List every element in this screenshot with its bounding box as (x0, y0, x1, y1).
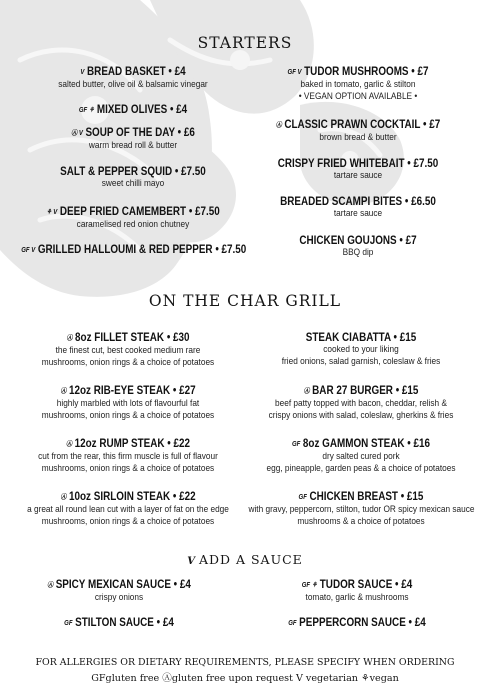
dietary-tag: GF V (21, 247, 36, 254)
dietary-tag: Ⓐ (60, 388, 67, 395)
menu-item-description: mushrooms & a choice of potatoes (297, 515, 425, 526)
menu-item (3, 438, 253, 474)
menu-item-name (24, 617, 213, 630)
menu-item-name (251, 235, 466, 247)
menu-item-name (21, 66, 245, 79)
menu-item (233, 158, 483, 182)
menu-item-title: TUDOR MUSHROOMS • £7 (304, 66, 429, 78)
dietary-tag: Ⓐ (47, 582, 54, 589)
menu-item-title: CLASSIC PRAWN COCKTAIL • £7 (284, 119, 441, 131)
menu-item-title: TUDOR SAUCE • £4 (319, 579, 413, 591)
dietary-tag: GF (291, 441, 301, 448)
menu-item (3, 104, 263, 117)
menu-item-title: BAR 27 BURGER • £15 (312, 385, 419, 397)
menu-item-title: STEAK CIABATTA • £15 (305, 332, 417, 344)
menu-item-name (21, 206, 245, 219)
menu-item (9, 579, 229, 604)
menu-item (9, 617, 229, 630)
menu-item (247, 579, 467, 604)
menu-item-title: SPICY MEXICAN SAUCE • £4 (55, 579, 191, 591)
dietary-tag: V (80, 69, 85, 76)
dietary-tag: GF (64, 620, 73, 627)
dietary-tag: Ⓐ V (71, 130, 83, 137)
allergy-notice: FOR ALLERGIES OR DIETARY REQUIREMENTS, PLEASE SPECIFY WHEN ORDERING (35, 657, 455, 668)
menu-item-title: CRISPY FRIED WHITEBAIT • £7.50 (277, 158, 439, 170)
menu-item-description: salted butter, olive oil & balsamic vinegar (58, 79, 208, 89)
menu-item-name (24, 579, 213, 592)
menu-item-name (262, 579, 451, 592)
menu-item-name (251, 119, 466, 132)
menu-item-name (251, 196, 466, 208)
dietary-tag: Ⓐ (275, 122, 282, 129)
menu-item-name (251, 66, 466, 79)
menu-item-description: egg, pineapple, garden peas & a choice of potatoes (266, 462, 456, 473)
menu-item (3, 127, 263, 152)
menu-item-description: with gravy, peppercorn, stilton, tudor OR spicy mexican sauce (248, 504, 475, 514)
dietary-tag: Ⓐ (60, 494, 67, 501)
menu-item (236, 438, 486, 474)
menu-item (233, 66, 483, 102)
menu-item (233, 196, 483, 220)
dietary-tag: GF ⚘ (301, 582, 318, 589)
menu-item-description: beef patty topped with bacon, cheddar, relish & (275, 398, 447, 408)
dietary-tag: GF (298, 494, 307, 501)
menu-item (236, 491, 486, 527)
menu-item-description: a great all round lean cut with a layer of fat on the edge (27, 504, 229, 514)
menu-item-description: mushrooms, onion rings & a choice of potatoes (41, 409, 215, 420)
menu-item-name (21, 244, 245, 257)
menu-item-description: mushrooms, onion rings & a choice of potatoes (41, 462, 215, 473)
menu-item (233, 119, 483, 144)
menu-item-title: STILTON SAUCE • £4 (75, 617, 174, 629)
menu-item-description: mushrooms, onion rings & a choice of potatoes (41, 515, 215, 526)
vegetarian-tag: V (187, 556, 196, 567)
menu-item-name (254, 385, 469, 398)
menu-item-description: warm bread roll & butter (88, 140, 178, 150)
menu-item-title: CHICKEN BREAST • £15 (309, 491, 424, 503)
menu-item-title: 12oz RUMP STEAK • £22 (74, 438, 191, 450)
menu-item-title: SALT & PEPPER SQUID • £7.50 (60, 166, 206, 178)
menu-item-description: highly marbled with lots of flavourful fat (56, 398, 200, 408)
dietary-tag: ⚘ V (46, 209, 58, 216)
menu-item (236, 332, 486, 367)
menu-item-description: fried onions, salad garnish, coleslaw & fries (281, 355, 441, 366)
menu-item-description: tomato, garlic & mushrooms (305, 592, 409, 602)
menu-item-name (21, 104, 245, 117)
menu-item-name (254, 491, 469, 504)
menu-item-title: 12oz RIB-EYE STEAK • £27 (69, 385, 196, 397)
dietary-tag: GF ⚘ (78, 107, 95, 114)
menu-item-name (21, 491, 236, 504)
menu-item-description: cut from the rear, this firm muscle is full of flavour (38, 451, 218, 461)
dietary-key: GFgluten free Ⓐgluten free upon request V vegetarian ⚘vegan (91, 673, 399, 684)
dietary-tag: GF (288, 620, 297, 627)
dietary-tag: Ⓐ (303, 388, 310, 395)
menu-item (233, 235, 483, 259)
menu-item (3, 244, 263, 257)
menu-item-title: GRILLED HALLOUMI & RED PEPPER • £7.50 (37, 244, 247, 256)
menu-item-description: tartare sauce (333, 170, 383, 180)
menu-item-name (254, 332, 469, 344)
menu-item-title: 8oz FILLET STEAK • £30 (75, 332, 190, 344)
menu-item-description: baked in tomato, garlic & stilton (300, 79, 416, 89)
dietary-tag: Ⓐ (65, 441, 73, 448)
menu-item-name (254, 438, 469, 451)
menu-item-description: the finest cut, best cooked medium rare (55, 345, 201, 355)
menu-item-title: BREADED SCAMPI BITES • £6.50 (280, 196, 436, 208)
menu-item-description: sweet chilli mayo (101, 178, 165, 188)
menu-item-title: 8oz GAMMON STEAK • £16 (302, 438, 431, 450)
menu-item (3, 206, 263, 231)
menu-item (3, 385, 253, 421)
menu-item-name (21, 385, 236, 398)
menu-item-title: DEEP FRIED CAMEMBERT • £7.50 (59, 206, 220, 218)
menu-item-description: brown bread & butter (319, 132, 397, 142)
menu-item-description: caramelised red onion chutney (76, 219, 190, 229)
menu-item (247, 617, 467, 630)
menu-item-name (21, 127, 245, 140)
menu-item-name (21, 166, 245, 178)
menu-item (3, 66, 263, 91)
menu-item-description: crispy onions (94, 592, 144, 602)
menu-item-description: • VEGAN OPTION AVAILABLE • (298, 90, 418, 101)
menu-item-description: tartare sauce (333, 208, 383, 218)
menu-item-description: mushrooms, onion rings & a choice of potatoes (41, 356, 215, 367)
menu-item-name (21, 438, 236, 451)
sauce-heading-text: ADD A SAUCE (198, 552, 303, 567)
sauce-heading (0, 552, 490, 567)
menu-item (3, 332, 253, 368)
menu-item (3, 166, 263, 190)
dietary-tag: Ⓐ (66, 335, 73, 342)
grill-heading: ON THE CHAR GRILL (148, 292, 342, 310)
menu-item (3, 491, 253, 527)
menu-item-description: dry salted cured pork (322, 451, 400, 461)
menu-item-title: 10oz SIRLOIN STEAK • £22 (69, 491, 196, 503)
menu-item-title: CHICKEN GOUJONS • £7 (299, 235, 417, 247)
starters-heading: STARTERS (197, 34, 293, 52)
menu-item-title: MIXED OLIVES • £4 (96, 104, 188, 116)
menu-item-title: SOUP OF THE DAY • £6 (85, 127, 195, 139)
menu-item-description: crispy onions with salad, coleslaw, gherkins & fries (268, 409, 454, 420)
menu-item-description: BBQ dip (342, 247, 374, 257)
menu-item-name (21, 332, 236, 345)
menu-item-title: PEPPERCORN SAUCE • £4 (299, 617, 426, 629)
menu-item-description: cooked to your liking (323, 344, 399, 354)
menu-item-title: BREAD BASKET • £4 (87, 66, 186, 78)
dietary-tag: GF V (287, 69, 302, 76)
menu-item (236, 385, 486, 421)
menu-item-name (262, 617, 451, 630)
menu-item-name (251, 158, 466, 170)
